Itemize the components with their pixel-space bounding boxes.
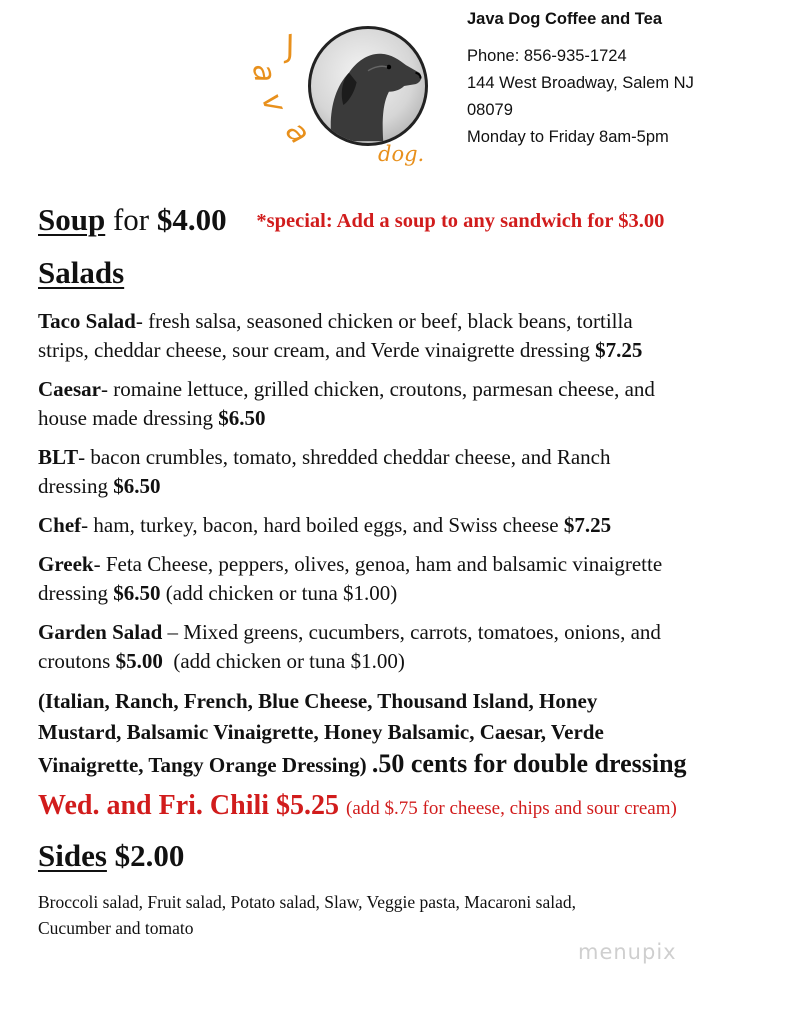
soup-for: for bbox=[112, 202, 150, 237]
logo-letter-a2: a bbox=[278, 114, 317, 151]
salad-item-taco bbox=[38, 307, 758, 365]
salad-addon: (add chicken or tuna $1.00) bbox=[162, 649, 405, 673]
salad-item-greek bbox=[38, 550, 758, 608]
salad-name: Chef bbox=[38, 513, 82, 537]
menupix-watermark: menupix bbox=[578, 940, 677, 964]
salad-description: - Feta Cheese, peppers, olives, genoa, ham and balsamic vinaigrette bbox=[93, 552, 663, 576]
salad-price: $7.25 bbox=[595, 338, 643, 362]
salads-title: Salads bbox=[38, 255, 125, 290]
sides-title: Sides bbox=[38, 838, 107, 873]
salad-item-garden bbox=[38, 618, 758, 676]
salad-description-cont: strips, cheddar cheese, sour cream, and Verde vinaigrette dressing bbox=[38, 338, 596, 362]
salad-name: Garden Salad bbox=[38, 620, 163, 644]
soup-heading bbox=[38, 202, 664, 238]
salad-name: BLT bbox=[38, 445, 79, 469]
address-line-2: 08079 bbox=[467, 101, 513, 119]
salad-price: $6.50 bbox=[218, 406, 266, 430]
address-line-1: 144 West Broadway, Salem NJ bbox=[467, 74, 694, 92]
logo-tagline: dog. bbox=[378, 142, 425, 166]
logo-letter-v: v bbox=[253, 88, 293, 118]
salads-heading bbox=[38, 255, 124, 291]
sides-list bbox=[38, 889, 758, 941]
java-dog-logo bbox=[246, 24, 446, 174]
dressing-list-3: Vinaigrette, Tangy Orange Dressing) bbox=[38, 753, 367, 777]
salad-item-caesar bbox=[38, 375, 758, 433]
salad-description: - bacon crumbles, tomato, shredded cheddar cheese, and Ranch bbox=[78, 445, 611, 469]
contact-block bbox=[467, 6, 767, 151]
soup-title: Soup bbox=[38, 202, 106, 237]
salad-description-cont: dressing bbox=[38, 581, 114, 605]
dressing-options bbox=[38, 686, 783, 781]
dog-head-icon bbox=[311, 29, 425, 143]
salad-description: - ham, turkey, bacon, hard boiled eggs, and Swiss cheese bbox=[81, 513, 564, 537]
salad-price: $7.25 bbox=[563, 513, 612, 537]
sides-line-1: Broccoli salad, Fruit salad, Potato salad, Slaw, Veggie pasta, Macaroni salad, bbox=[38, 892, 576, 912]
dressing-list-1: (Italian, Ranch, French, Blue Cheese, Thousand Island, Honey bbox=[38, 689, 598, 713]
salad-price: $6.50 bbox=[113, 581, 161, 605]
salad-name: Taco Salad bbox=[38, 309, 136, 333]
salad-description-cont: house made dressing bbox=[38, 406, 219, 430]
salad-item-chef bbox=[38, 511, 758, 540]
salad-price: $6.50 bbox=[113, 474, 161, 498]
salad-addon: (add chicken or tuna $1.00) bbox=[160, 581, 398, 605]
salad-price: $5.00 bbox=[115, 649, 163, 673]
soup-special: *special: Add a soup to any sandwich for $3.00 bbox=[256, 210, 665, 232]
soup-price: $4.00 bbox=[156, 202, 227, 237]
dressing-list-2: Mustard, Balsamic Vinaigrette, Honey Balsamic, Caesar, Verde bbox=[38, 720, 604, 744]
salad-description: – Mixed greens, cucumbers, carrots, tomatoes, onions, and bbox=[162, 620, 661, 644]
dog-portrait-circle bbox=[308, 26, 428, 146]
business-hours: Monday to Friday 8am-5pm bbox=[467, 128, 669, 146]
sides-line-2: Cucumber and tomato bbox=[38, 918, 194, 938]
salad-description-cont: croutons bbox=[38, 649, 116, 673]
chili-text: Wed. and Fri. Chili $5.25 bbox=[38, 790, 340, 821]
salad-name: Caesar bbox=[38, 377, 101, 401]
logo-letter-a: a bbox=[244, 60, 283, 86]
salad-item-blt bbox=[38, 443, 758, 501]
salad-description-cont: dressing bbox=[38, 474, 114, 498]
salad-name: Greek bbox=[38, 552, 94, 576]
double-dressing-note: .50 cents for double dressing bbox=[371, 749, 687, 778]
business-name: Java Dog Coffee and Tea bbox=[467, 10, 662, 28]
sides-heading bbox=[38, 838, 184, 874]
phone-number: Phone: 856-935-1724 bbox=[467, 47, 627, 65]
logo-letter-j: J bbox=[282, 28, 298, 65]
salad-description: - fresh salsa, seasoned chicken or beef, black beans, tortilla bbox=[135, 309, 633, 333]
chili-note: (add $.75 for cheese, chips and sour cream) bbox=[346, 798, 677, 819]
salad-description: - romaine lettuce, grilled chicken, croutons, parmesan cheese, and bbox=[100, 377, 655, 401]
sides-price: $2.00 bbox=[114, 838, 185, 873]
chili-special bbox=[38, 790, 677, 822]
